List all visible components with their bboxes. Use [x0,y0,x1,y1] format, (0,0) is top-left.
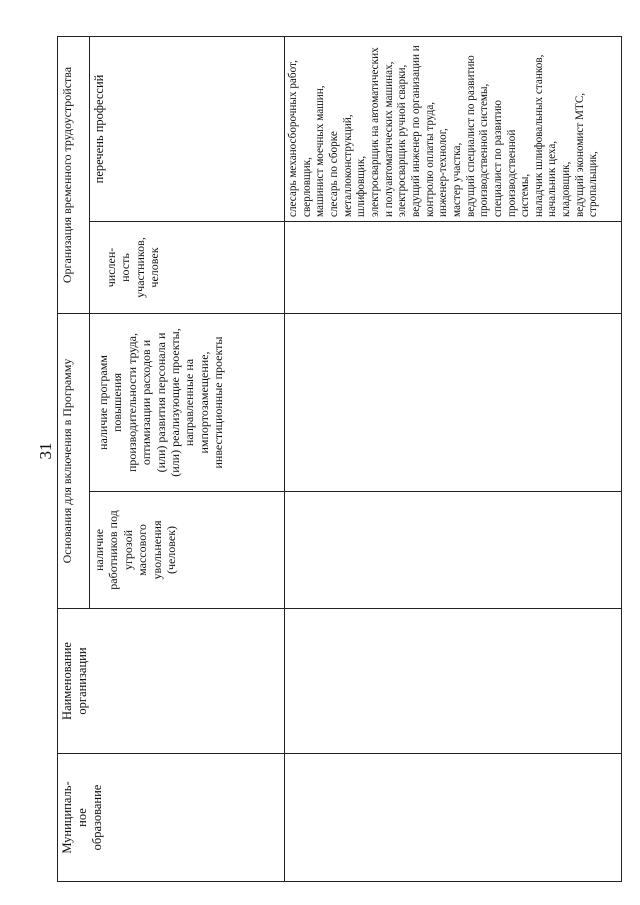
cell-municipality [285,754,622,882]
profession-item: специалист по развитию [491,99,504,217]
profession-item: ведущий специалист по развитию [464,55,477,217]
header-group-basis: Основания для включения в Программу [58,314,90,609]
profession-item: мастер участка, [450,142,463,217]
header-programs: наличие программ повышения производительности труда, оптимизации расходов и (или) развития персонала и (или) реализующие проекты, направленные на импортозамещение, инвестиционные проекты [90,314,285,492]
profession-item: контролю оплаты труда, [423,101,436,217]
header-group-temp-employment: Организация временного трудоустройства [58,36,90,313]
profession-item: стропальщик, [587,151,600,217]
cell-organization-name [285,609,622,754]
profession-item: ведущий инженер по организации и [409,45,422,217]
profession-item: сверловщик, [300,157,313,217]
header-municipality: Муниципаль- ное образование [58,754,285,882]
profession-item: машинист моечных машин, [314,85,327,217]
table-wrapper [57,37,622,882]
header-layoff-threat: наличие работников под угрозой массового увольнения (человек) [90,492,285,609]
cell-programs [285,314,622,492]
profession-item: инженер-технолог, [437,128,450,217]
profession-item: начальник цеха, [546,140,559,217]
profession-item: производственной системы, [478,83,491,217]
cell-profession-list [285,36,622,221]
profession-item: ведущий экономист МТС, [573,92,586,217]
profession-item: электросварщик на автоматических [368,47,381,217]
profession-item: слесарь механосборочных работ, [287,60,299,217]
profession-item: кладовщик, [560,161,573,217]
page-number: 31 [36,442,55,460]
profession-item: шлифовщик, [355,155,368,217]
profession-item: производственной [505,129,518,217]
table-rotated-container [57,37,622,882]
profession-item: электросварщик ручной сварки, [396,64,409,217]
profession-item: системы, [519,173,532,217]
profession-item: металлоконструкций, [341,114,354,217]
profession-item: и полуавтоматических машинах, [382,61,395,217]
header-participant-count: числен- ность участников, человек [90,222,285,314]
cell-participant-count [285,222,622,314]
profession-item: слесарь по сборке [327,131,340,217]
header-organization-name: Наименование организации [58,609,285,754]
program-table [57,36,622,882]
header-profession-list: перечень профессий [90,36,285,221]
profession-item: наладчик шлифовальных станков, [532,54,545,217]
cell-layoff-threat [285,492,622,609]
